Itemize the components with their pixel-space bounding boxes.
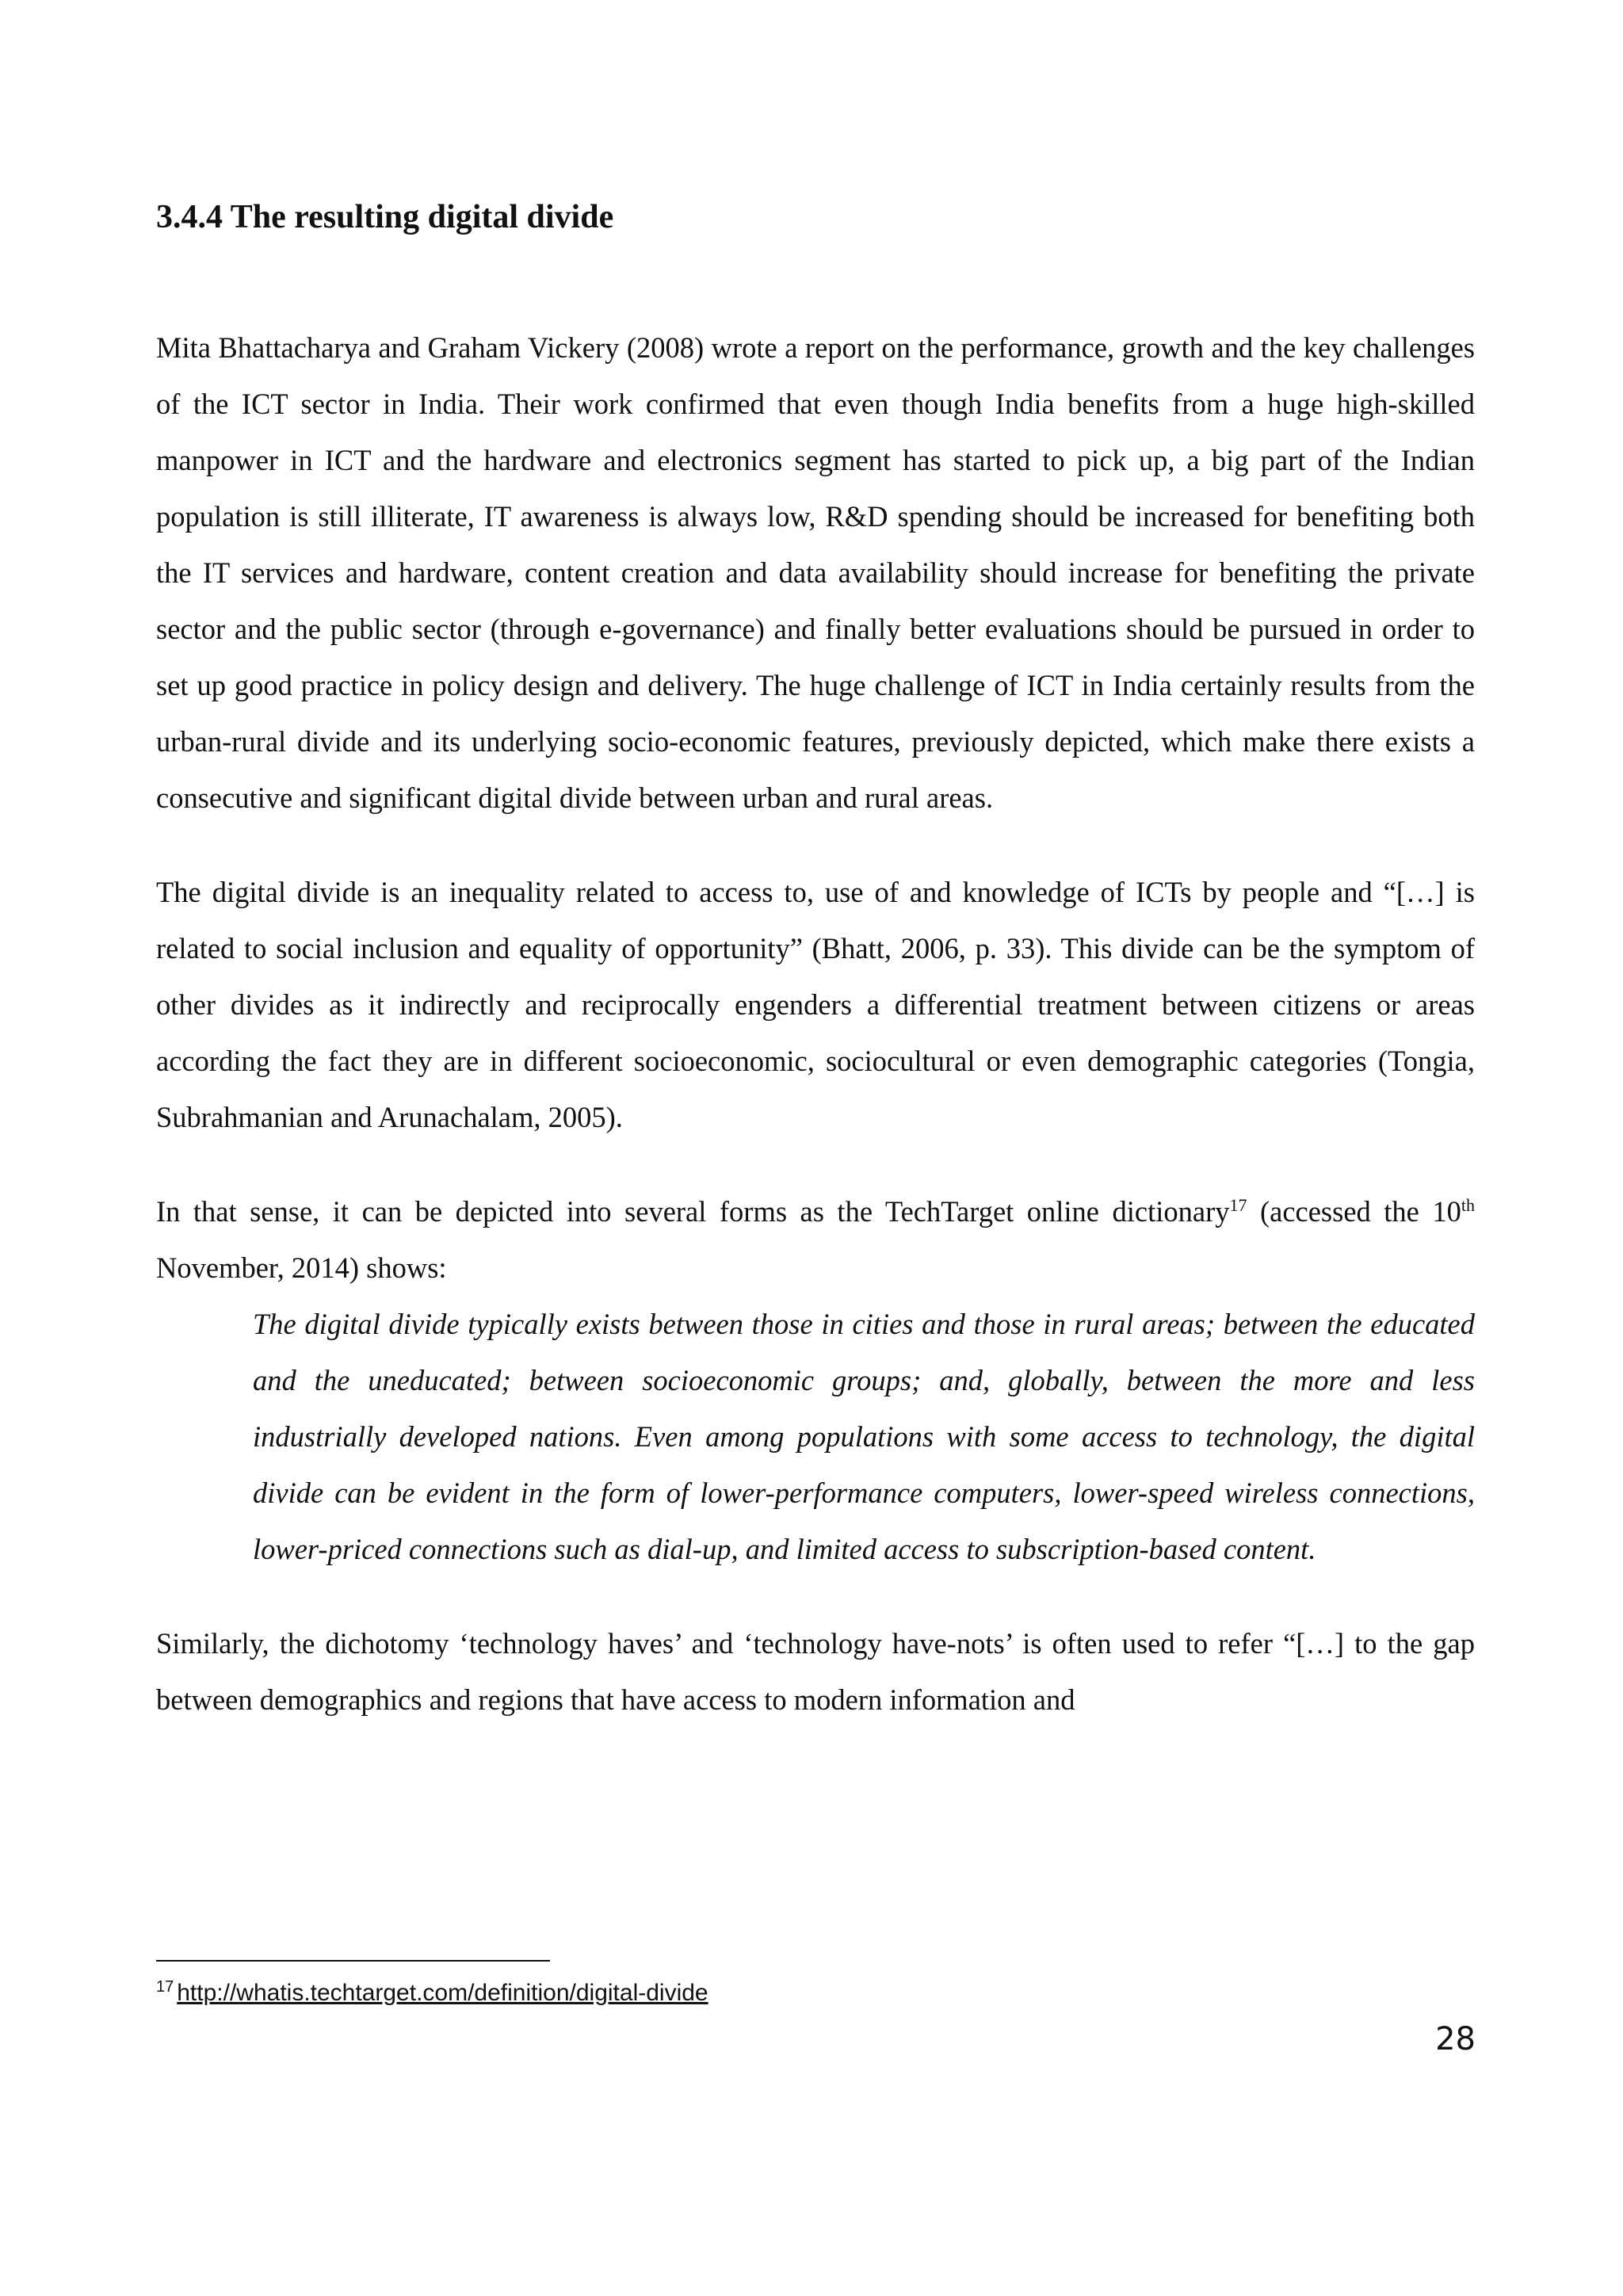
ordinal-suffix: th <box>1461 1194 1475 1215</box>
page-number: 28 <box>1435 2021 1476 2057</box>
intro-text-part3: November, 2014) shows: <box>156 1251 447 1284</box>
intro-text-part1: In that sense, it can be depicted into several forms as the TechTarget online dictionary <box>156 1195 1230 1228</box>
footnote-link[interactable]: http://whatis.techtarget.com/definition/digital-divide <box>177 1980 708 2006</box>
footnote-number: 17 <box>156 1978 174 1996</box>
footnote <box>156 1977 708 2009</box>
paragraph-digital-divide-definition: The digital divide is an inequality related to access to, use of and knowledge of ICTs by people and “[…] is related to social inclusion and equality of opportunity” (Bhatt, 2006, p. 33). This divide can be the symptom of other divides as it indirectly and reciprocally engenders a differential treatment between citizens or areas according the fact they are in different socioeconomic, sociocultural or even demographic categories (Tongia, Subrahmanian and Arunachalam, 2005). <box>156 876 1475 1133</box>
block-quote-techtarget: The digital divide typically exists between those in cities and those in rural areas; between the educated and the uneducated; between socioeconomic groups; and, globally, between the more and less industrially developed nations. Even among populations with some access to technology, the digital divide can be evident in the form of lower-performance computers, lower-speed wireless connections, lower-priced connections such as dial-up, and limited access to subscription-based content. <box>253 1308 1475 1565</box>
paragraph-techtarget-intro <box>156 1183 1475 1296</box>
section-heading: 3.4.4 The resulting digital divide <box>156 199 614 235</box>
paragraph-technology-haves: Similarly, the dichotomy ‘technology haves’ and ‘technology have-nots’ is often used to refer “[…] to the gap between demographics and regions that have access to modern information and <box>156 1627 1475 1716</box>
footnote-separator <box>156 1960 550 1962</box>
footnote-reference[interactable]: 17 <box>1229 1194 1247 1215</box>
paragraph-ict-report: Mita Bhattacharya and Graham Vickery (2008) wrote a report on the performance, growth and the key challenges of the ICT sector in India. Their work confirmed that even though India benefits from a huge high-skilled manpower in ICT and the hardware and electronics segment has started to pick up, a big part of the Indian population is still illiterate, IT awareness is always low, R&D spending should be increased for benefiting both the IT services and hardware, content creation and data availability should increase for benefiting the private sector and the public sector (through e-governance) and finally better evaluations should be pursued in order to set up good practice in policy design and delivery. The huge challenge of ICT in India certainly results from the urban-rural divide and its underlying socio-economic features, previously depicted, which make there exists a consecutive and significant digital divide between urban and rural areas. <box>156 331 1475 814</box>
intro-text-part2: (accessed the 10 <box>1247 1195 1461 1228</box>
body-content <box>156 194 1475 1728</box>
